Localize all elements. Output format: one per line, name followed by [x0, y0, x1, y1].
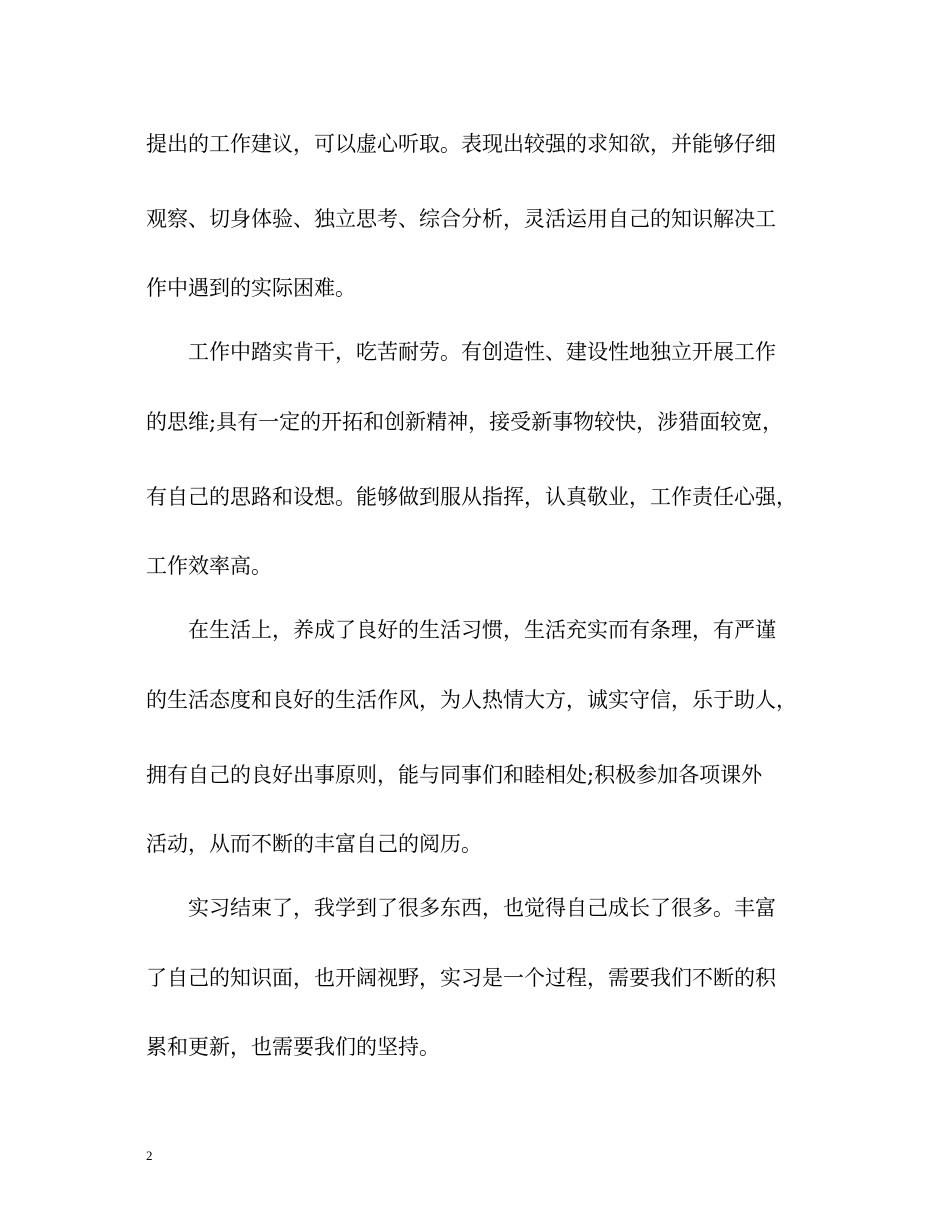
- paragraph-3-line-4: 活动，从而不断的丰富自己的阅历。: [146, 832, 482, 856]
- paragraph-1-line-3: 作中遇到的实际困难。: [146, 276, 356, 300]
- page-number: 2: [146, 1148, 153, 1163]
- paragraph-4-line-1: 实习结束了，我学到了很多东西，也觉得自己成长了很多。丰富: [188, 896, 776, 920]
- paragraph-3-line-3: 拥有自己的良好出事原则，能与同事们和睦相处;积极参加各项课外: [146, 763, 763, 787]
- paragraph-4-line-2: 了自己的知识面，也开阔视野，实习是一个过程，需要我们不断的积: [146, 966, 776, 990]
- paragraph-2-line-3: 有自己的思路和设想。能够做到服从指挥，认真敬业，工作责任心强，: [146, 485, 797, 509]
- paragraph-3-line-1: 在生活上，养成了良好的生活习惯，生活充实而有条理，有严谨: [188, 618, 776, 642]
- paragraph-4-line-3: 累和更新，也需要我们的坚持。: [146, 1035, 440, 1059]
- paragraph-2-line-4: 工作效率高。: [146, 554, 272, 578]
- paragraph-2-line-2: 的思维;具有一定的开拓和创新精神，接受新事物较快，涉猎面较宽，: [146, 410, 784, 434]
- paragraph-1-line-2: 观察、切身体验、独立思考、综合分析，灵活运用自己的知识解决工: [146, 207, 776, 231]
- paragraph-1-line-1: 提出的工作建议，可以虚心听取。表现出较强的求知欲，并能够仔细: [146, 132, 776, 156]
- paragraph-3-line-2: 的生活态度和良好的生活作风，为人热情大方，诚实守信，乐于助人，: [146, 688, 797, 712]
- paragraph-2-line-1: 工作中踏实肯干，吃苦耐劳。有创造性、建设性地独立开展工作: [188, 340, 776, 364]
